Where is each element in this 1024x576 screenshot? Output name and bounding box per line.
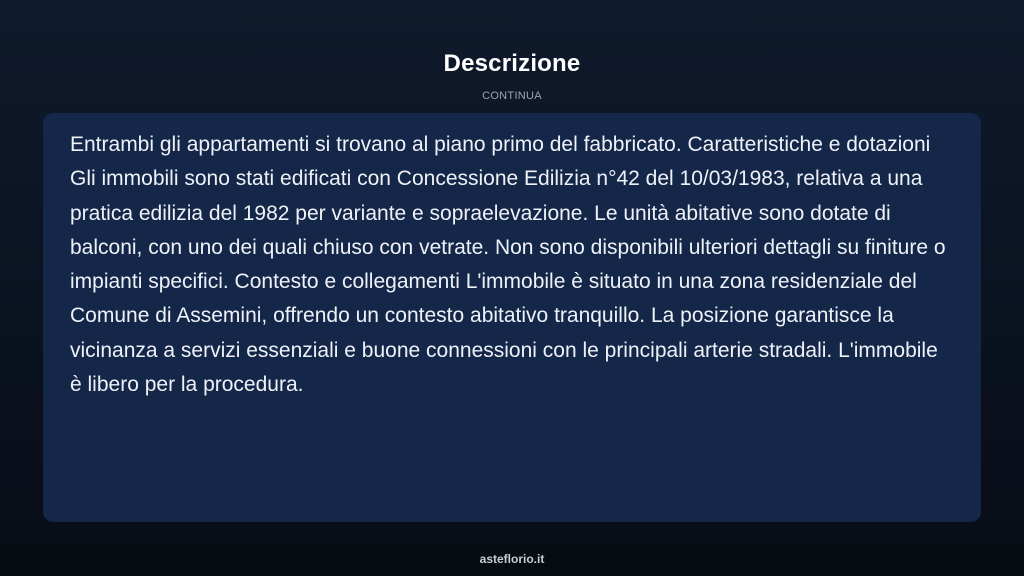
page-subtitle: CONTINUA <box>482 90 542 102</box>
description-text: Entrambi gli appartamenti si trovano al piano primo del fabbricato. Caratteristiche e dotazioni Gli immobili sono stati edificati con Concessione Edilizia n°42 del 10/03/1983, relativa a una pratica edilizia del 1982 per variante e sopraelevazione. Le unità abitative sono dotate di balconi, con uno dei quali chiuso con vetrate. Non sono disponibili ulteriori dettagli su finiture o impianti specifici. Contesto e collegamenti L'immobile è situato in una zona residenziale del Comune di Assemini, offrendo un contesto abitativo tranquillo. La posizione garantisce la vicinanza a servizi essenziali e buone connessioni con le principali arterie stradali. L'immobile è libero per la procedura. <box>70 133 946 397</box>
description-panel <box>43 113 981 522</box>
footer-brand: asteflorio.it <box>479 552 545 566</box>
page-title: Descrizione <box>443 50 581 77</box>
